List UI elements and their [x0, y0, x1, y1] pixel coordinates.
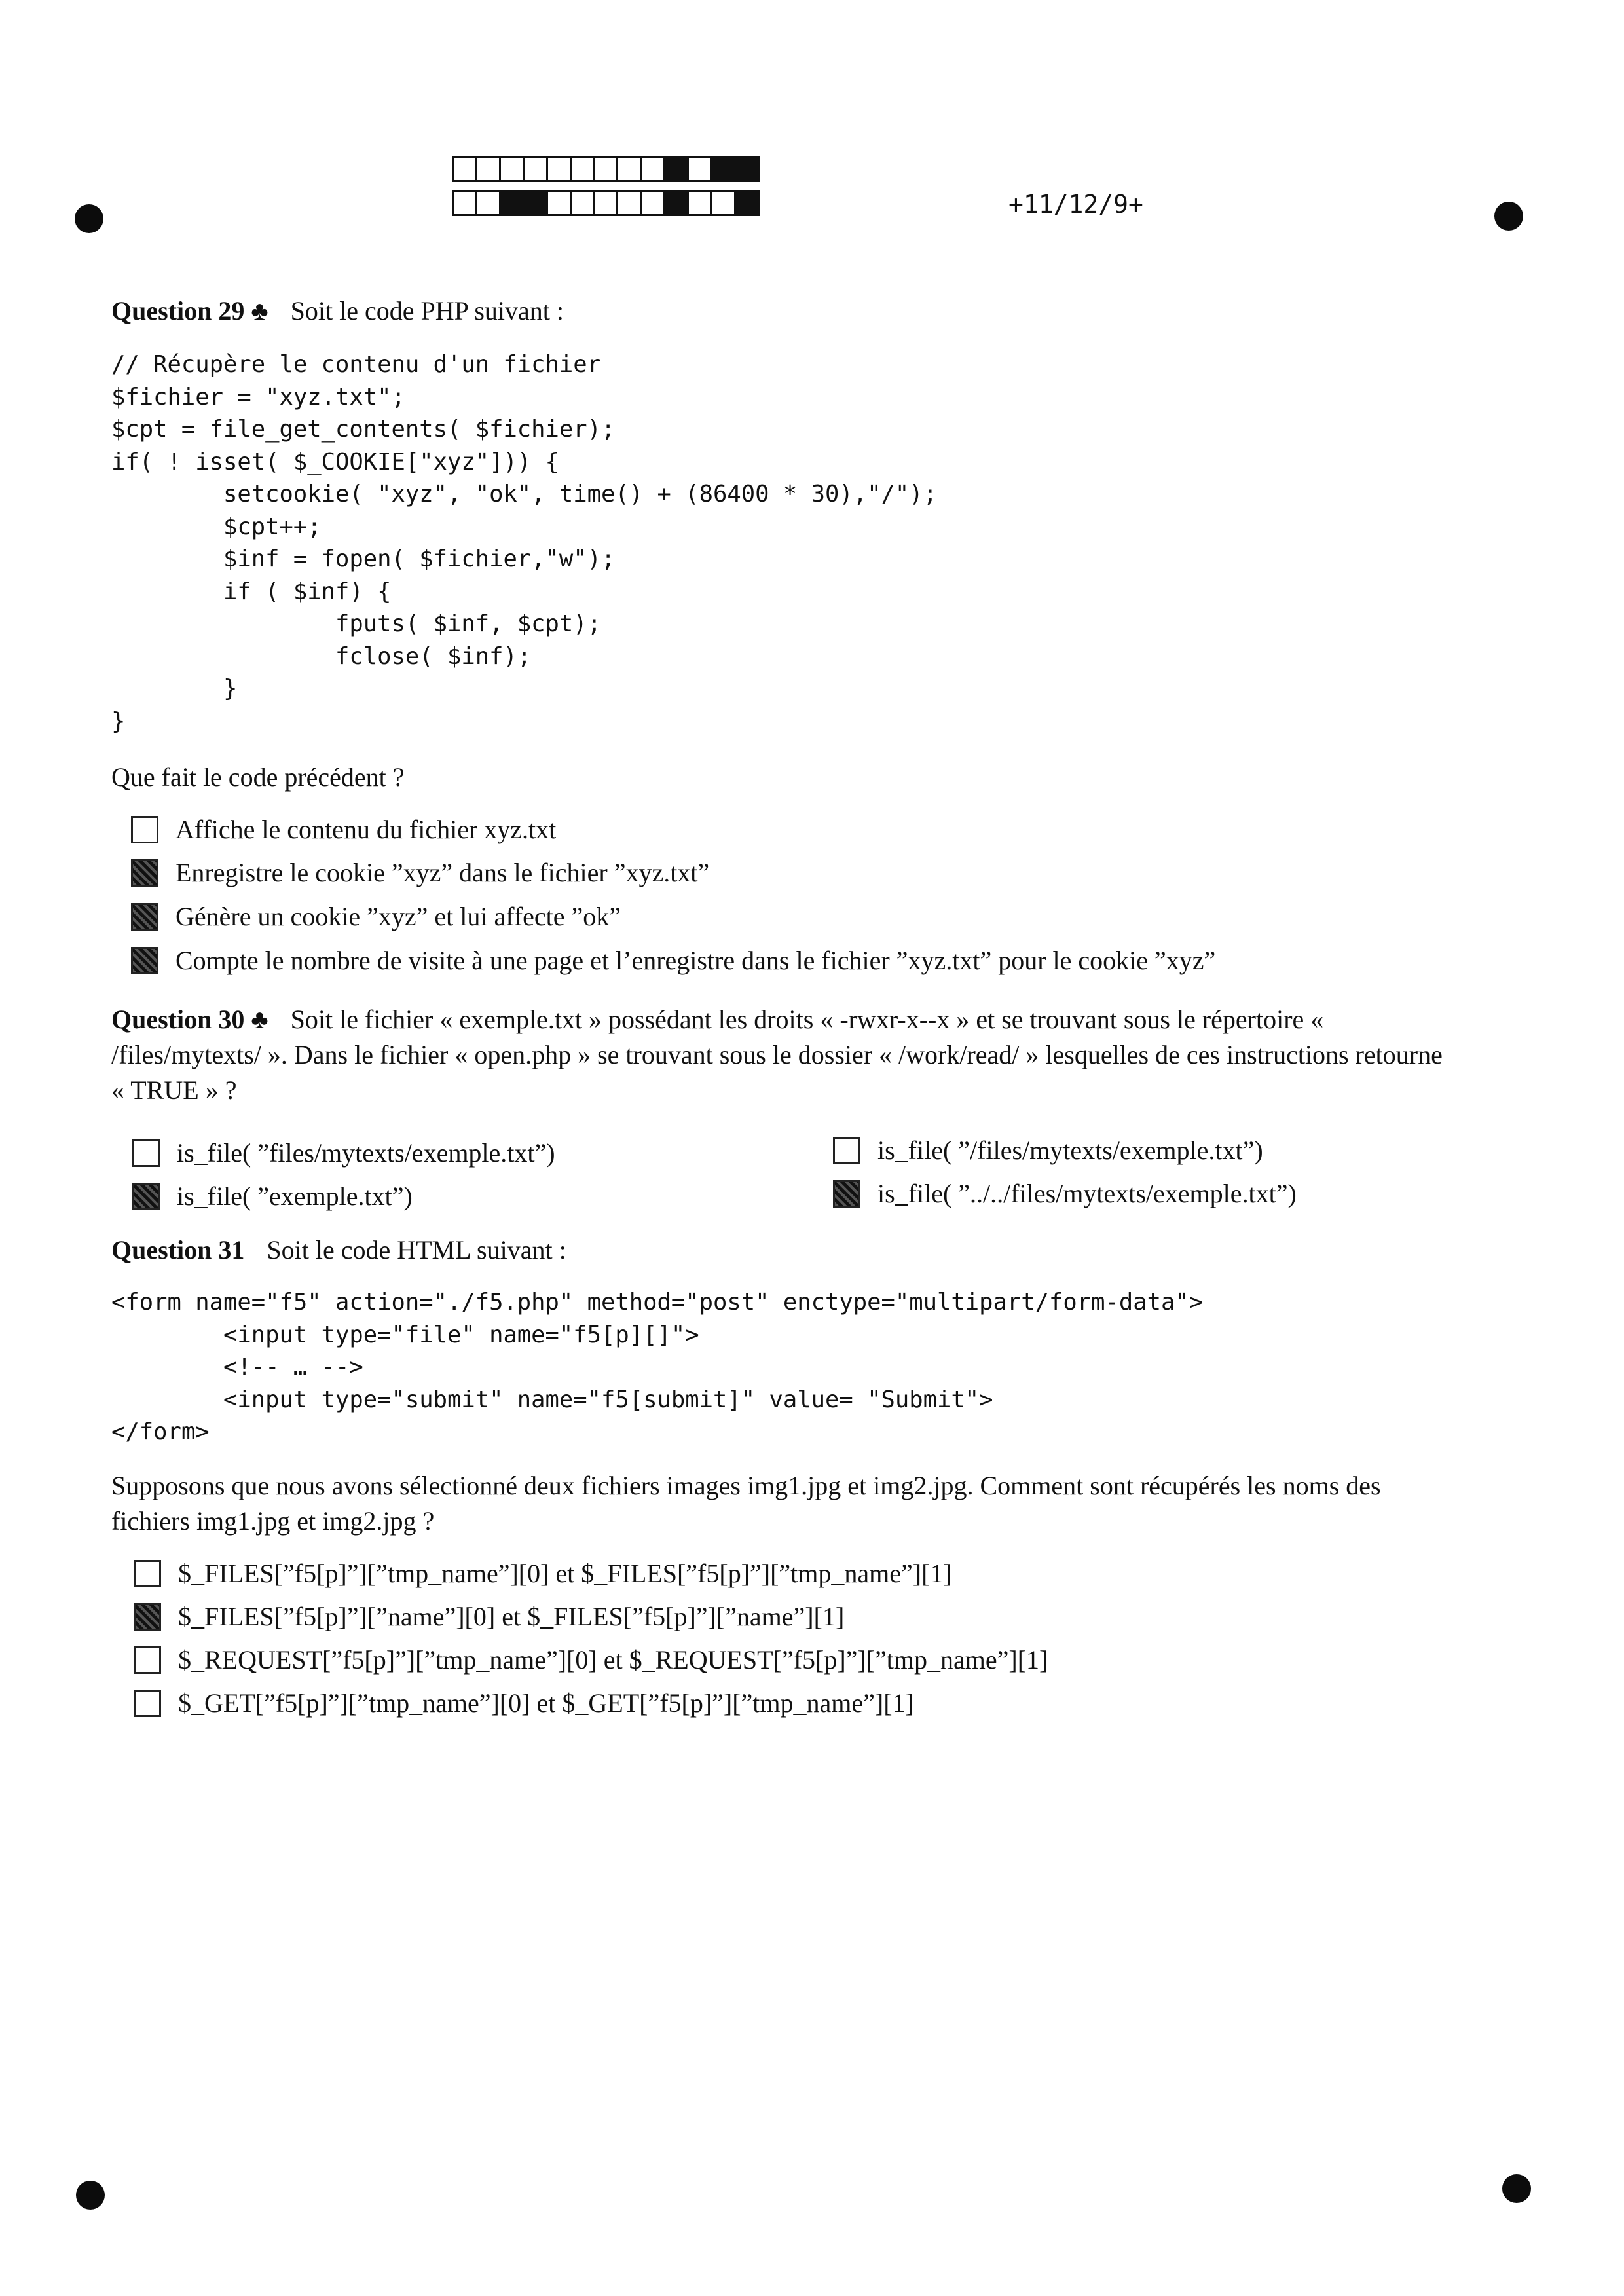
- q31-checkbox-3[interactable]: [134, 1646, 161, 1674]
- q31-checkbox-1[interactable]: [134, 1560, 161, 1587]
- q31-option-4[interactable]: [134, 1686, 914, 1721]
- question-29-php-code: // Récupère le contenu d'un fichier $fichier = "xyz.txt"; $cpt = file_get_contents( $fichier); if( ! isset( $_COOKIE["xyz"])) { setcookie( "xyz", "ok", time() + (86400 * 30),"/"); $cpt++; $inf = fopen( $fichier,"w"); if ( $inf) { fputs( $inf, $cpt); fclose( $inf); } }: [111, 351, 937, 735]
- registration-mark-top-right: [1494, 202, 1523, 231]
- q29-checkbox-1[interactable]: [131, 816, 158, 843]
- question-30-text-line-3: « TRUE » ?: [111, 1075, 237, 1105]
- question-31-text-line-2: fichiers img1.jpg et img2.jpg ?: [111, 1506, 435, 1536]
- q31-option-2[interactable]: [134, 1599, 844, 1635]
- q31-option-1[interactable]: [134, 1556, 952, 1591]
- question-30-text-line-1: Soit le fichier « exemple.txt » possédant les droits « -rwxr-x--x » et se trouvant sous le répertoire «: [290, 1005, 1324, 1034]
- q29-option-1-label: Affiche le contenu du fichier xyz.txt: [175, 815, 557, 844]
- q31-option-1-label: $_FILES[”f5[p]”][”tmp_name”][0] et $_FILES[”f5[p]”][”tmp_name”][1]: [178, 1559, 952, 1588]
- q30-option-4[interactable]: [833, 1176, 1297, 1212]
- question-29-prompt: Que fait le code précédent ?: [111, 762, 405, 792]
- question-31-html-code: <form name="f5" action="./f5.php" method="post" enctype="multipart/form-data"> <input type="file" name="f5[p][]"> <!-- … --> <input type="submit" name="f5[submit]" value= "Submit"> </form>: [111, 1289, 1204, 1445]
- question-29-intro: Soit le code PHP suivant :: [290, 296, 564, 325]
- question-31-header: [111, 1232, 566, 1268]
- question-30-header: [111, 1002, 1500, 1037]
- question-31-label: Question 31: [111, 1235, 245, 1265]
- registration-mark-top-left: [75, 204, 103, 233]
- q30-option-1[interactable]: [132, 1136, 555, 1171]
- question-30-text-line-2: /files/mytexts/ ». Dans le fichier « open.php » se trouvant sous le dossier « /work/read/ » lesquelles de ces instructions retourne: [111, 1040, 1443, 1069]
- q29-checkbox-2[interactable]: [131, 859, 158, 887]
- question-29-header: [111, 293, 564, 329]
- page-barcode-row-2: [452, 190, 760, 216]
- q29-checkbox-3[interactable]: [131, 903, 158, 931]
- question-31-intro: Soit le code HTML suivant :: [267, 1235, 566, 1265]
- q30-option-1-label: is_file( ”files/mytexts/exemple.txt”): [177, 1138, 555, 1168]
- q30-option-4-label: is_file( ”../../files/mytexts/exemple.txt”): [877, 1179, 1297, 1208]
- q31-option-3[interactable]: [134, 1642, 1048, 1678]
- q31-checkbox-4[interactable]: [134, 1690, 161, 1717]
- q30-option-3[interactable]: [833, 1133, 1263, 1168]
- page-barcode-row-1: [452, 156, 760, 182]
- question-31-text-line-1: Supposons que nous avons sélectionné deux fichiers images img1.jpg et img2.jpg. Comment sont récupérés les noms des: [111, 1471, 1381, 1500]
- q29-option-2[interactable]: [131, 855, 709, 891]
- q30-option-2[interactable]: [132, 1179, 413, 1214]
- q31-option-2-label: $_FILES[”f5[p]”][”name”][0] et $_FILES[”f5[p]”][”name”][1]: [178, 1602, 845, 1631]
- q29-option-3[interactable]: [131, 899, 621, 935]
- registration-mark-bottom-right: [1502, 2174, 1531, 2203]
- q29-option-1[interactable]: [131, 812, 556, 847]
- q30-checkbox-1[interactable]: [132, 1139, 160, 1167]
- q29-option-4-label: Compte le nombre de visite à une page et l’enregistre dans le fichier ”xyz.txt” pour le cookie ”xyz”: [175, 946, 1216, 975]
- q29-option-4[interactable]: [131, 943, 1215, 978]
- question-29-label: Question 29 ♣: [111, 296, 268, 325]
- q30-checkbox-2[interactable]: [132, 1183, 160, 1210]
- q29-checkbox-4[interactable]: [131, 947, 158, 974]
- q31-option-4-label: $_GET[”f5[p]”][”tmp_name”][0] et $_GET[”f5[p]”][”tmp_name”][1]: [178, 1688, 914, 1718]
- q29-option-3-label: Génère un cookie ”xyz” et lui affecte ”ok”: [175, 902, 621, 931]
- page-identifier: +11/12/9+: [1008, 190, 1143, 219]
- question-30-label: Question 30 ♣: [111, 1005, 268, 1034]
- q30-checkbox-4[interactable]: [833, 1180, 860, 1208]
- q29-option-2-label: Enregistre le cookie ”xyz” dans le fichier ”xyz.txt”: [175, 858, 710, 887]
- q30-option-3-label: is_file( ”/files/mytexts/exemple.txt”): [877, 1136, 1263, 1165]
- q31-checkbox-2[interactable]: [134, 1603, 161, 1631]
- q30-checkbox-3[interactable]: [833, 1137, 860, 1164]
- q30-option-2-label: is_file( ”exemple.txt”): [177, 1181, 413, 1211]
- q31-option-3-label: $_REQUEST[”f5[p]”][”tmp_name”][0] et $_REQUEST[”f5[p]”][”tmp_name”][1]: [178, 1645, 1048, 1675]
- registration-mark-bottom-left: [76, 2181, 105, 2210]
